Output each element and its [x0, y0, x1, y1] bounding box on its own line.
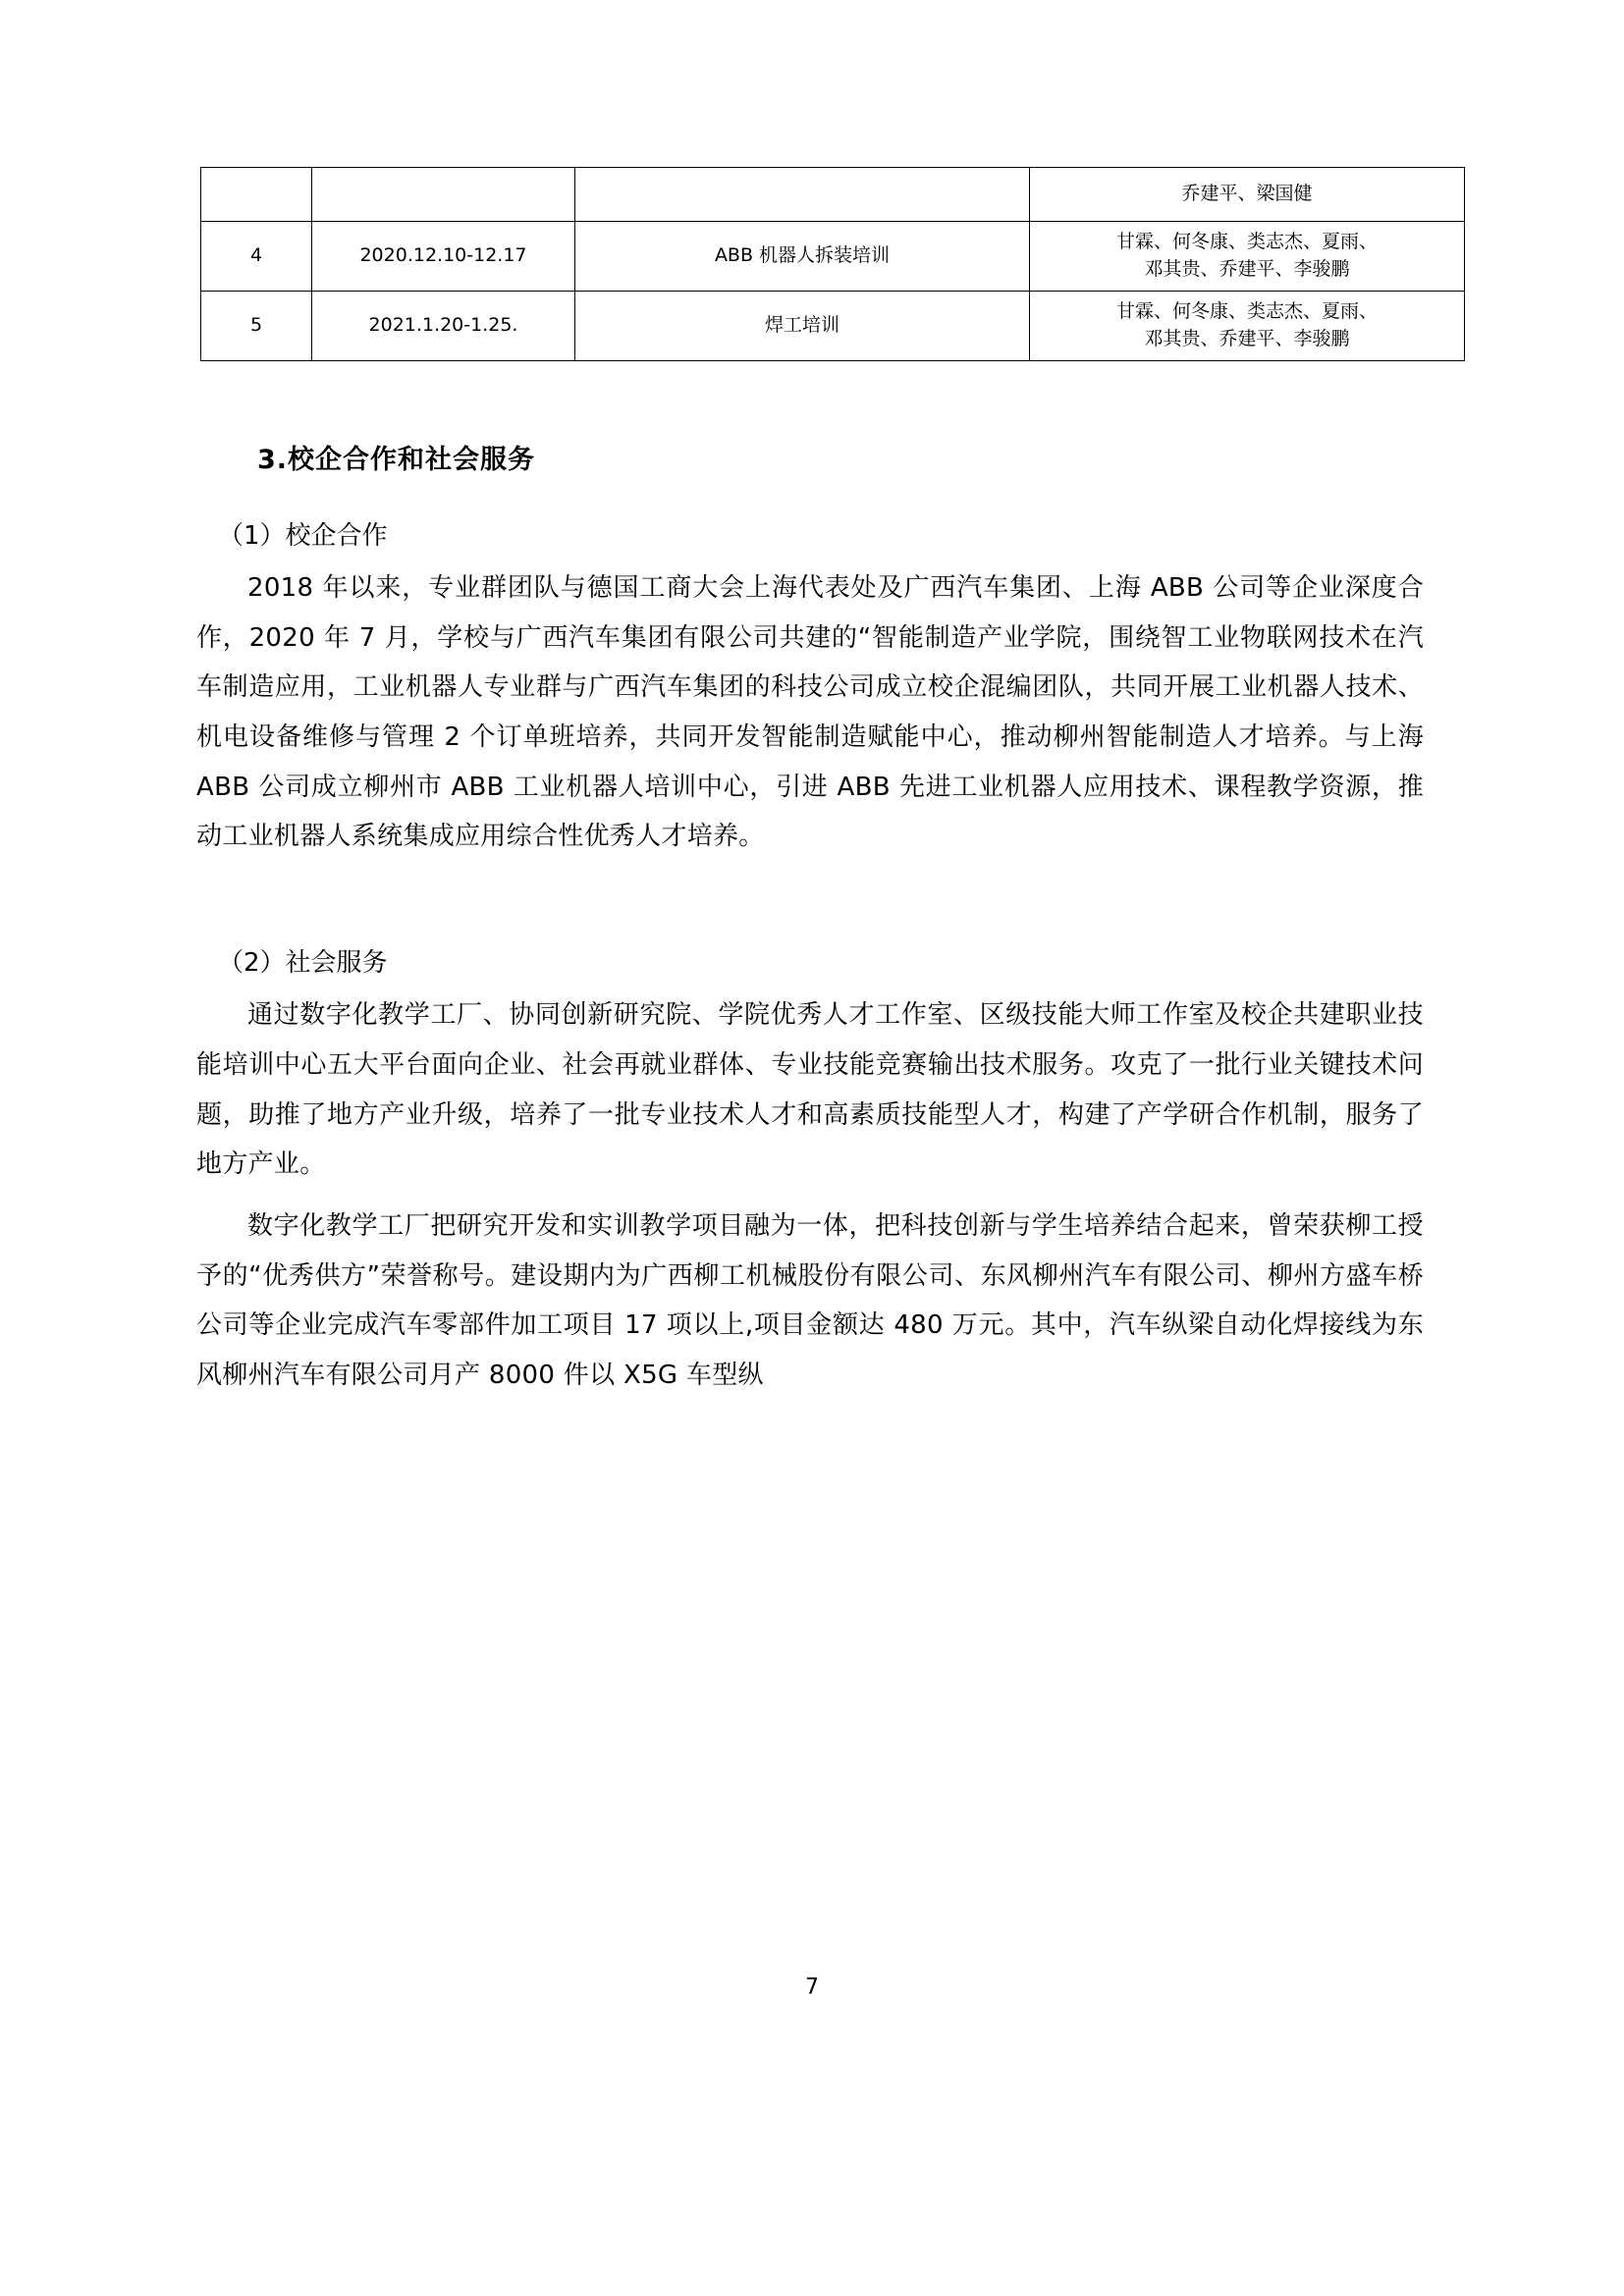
people-lines [1036, 181, 1458, 208]
subsection-2-paragraph-1: 通过数字化教学工厂、协同创新研究院、学院优秀人才工作室、区级技能大师工作室及校企共建职业技能培训中心五大平台面向企业、社会再就业群体、专业技能竞赛输出技术服务。攻克了一批行业关键技术问题，助推了地方产业升级，培养了一批专业技术人才和高素质技能型人才，构建了产学研合作机制，服务了地方产业。 [196, 1000, 1424, 1180]
cell-name [575, 168, 1030, 222]
cell-name: 焊工培训 [575, 292, 1030, 361]
cell-no: 5 [201, 292, 312, 361]
spacer [196, 862, 1424, 903]
people-lines [1036, 298, 1458, 352]
cell-date [312, 168, 575, 222]
cell-name: ABB 机器人拆装培训 [575, 222, 1030, 292]
subsection-1-title: （1）校企合作 [218, 521, 388, 551]
document-content [196, 167, 1424, 1401]
cell-date: 2020.12.10-12.17 [312, 222, 575, 292]
section-title: 3.校企合作和社会服务 [257, 445, 536, 475]
people-line: 甘霖、何冬康、类志杰、夏雨、 [1115, 300, 1378, 323]
cell-people [1030, 222, 1465, 292]
people-line: 乔建平、梁国健 [1181, 183, 1313, 205]
people-line: 甘霖、何冬康、类志杰、夏雨、 [1115, 231, 1378, 253]
subsection-2-paragraph-2: 数字化教学工厂把研究开发和实训教学项目融为一体，把科技创新与学生培养结合起来，曾荣获柳工授予的“优秀供方”荣誉称号。建设期内为广西柳工机械股份有限公司、东风柳州汽车有限公司、柳州方盛车桥公司等企业完成汽车零部件加工项目 17 项以上,项目金额达 480 万元。其中，汽车纵梁自动化焊接线为东风柳州汽车有限公司月产 8000 件以 X5G 车型纵 [196, 1210, 1424, 1390]
cell-no: 4 [201, 222, 312, 292]
cell-people [1030, 168, 1465, 222]
table-row [201, 222, 1465, 292]
people-line: 邓其贵、乔建平、李骏鹏 [1144, 258, 1350, 280]
training-table [200, 167, 1465, 361]
page-number: 7 [805, 1975, 819, 2000]
table-row [201, 292, 1465, 361]
cell-date: 2021.1.20-1.25. [312, 292, 575, 361]
cell-people [1030, 292, 1465, 361]
subsection-1-paragraph: 2018 年以来，专业群团队与德国工商大会上海代表处及广西汽车集团、上海 ABB 公司等企业深度合作，2020 年 7 月，学校与广西汽车集团有限公司共建的“智能制造产业学院，围绕智工业物联网技术在汽车制造应用，工业机器人专业群与广西汽车集团的科技公司成立校企混编团队，共同开展工业机器人技术、机电设备维修与管理 2 个订单班培养，共同开发智能制造赋能中心，推动柳州智能制造人才培养。与上海 ABB 公司成立柳州市 ABB 工业机器人培训中心，引进 ABB 先进工业机器人应用技术、课程教学资源，推动工业机器人系统集成应用综合性优秀人才培养。 [196, 573, 1424, 852]
cell-no [201, 168, 312, 222]
people-line: 邓其贵、乔建平、李骏鹏 [1144, 328, 1350, 349]
subsection-2-title: （2）社会服务 [218, 948, 388, 979]
table-row [201, 168, 1465, 222]
people-lines [1036, 229, 1458, 283]
